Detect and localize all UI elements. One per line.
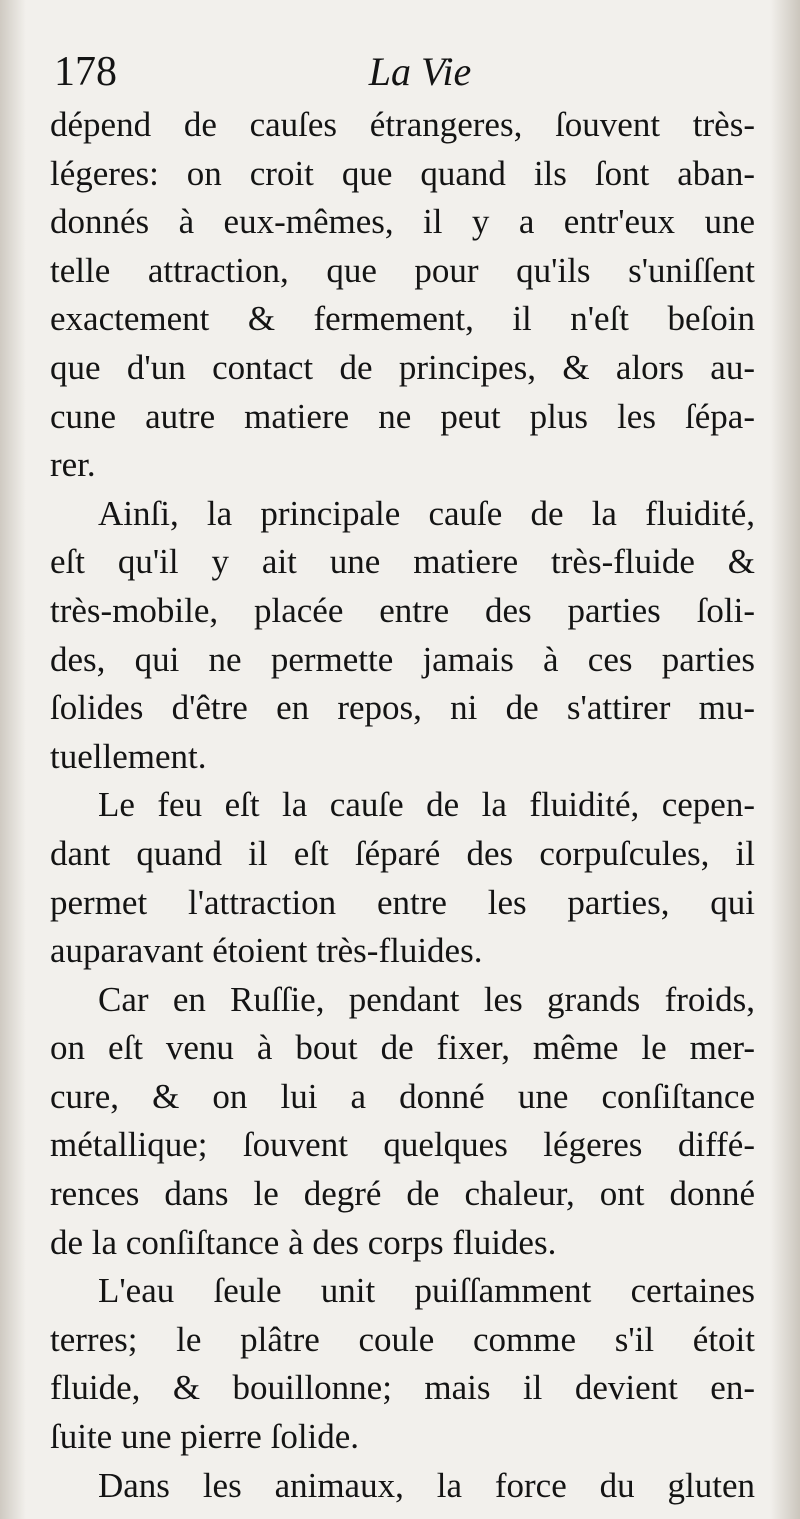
text-line: dépend de cauſes étrangeres, ſouvent très-: [50, 105, 755, 144]
body-text: [50, 101, 755, 1510]
text-line: que d'un contact de principes, & alors au-: [50, 347, 755, 387]
text-line: ſuite une pierre ſolide.: [50, 1417, 360, 1457]
text-line: terres; le plâtre coule comme s'il étoit: [50, 1319, 755, 1359]
text-line: métallique; ſouvent quelques légeres diffé-: [50, 1125, 755, 1165]
text-line: exactement & fermement, il n'eſt beſoin: [50, 299, 755, 339]
running-head: [50, 44, 750, 100]
text-line: cune autre matiere ne peut plus les ſépa-: [50, 396, 755, 436]
text-line: auparavant étoient très-fluides.: [50, 931, 483, 971]
text-line: ſolides d'être en repos, ni de s'attirer mu-: [50, 688, 755, 728]
text-line: permet l'attraction entre les parties, qui: [50, 882, 755, 922]
text-line: Car en Ruſſie, pendant les grands froids,: [98, 979, 755, 1019]
text-line: Ainſi, la principale cauſe de la fluidité,: [98, 493, 755, 533]
text-line: L'eau ſeule unit puiſſamment certaines: [98, 1271, 755, 1311]
text-line: très-mobile, placée entre des parties ſoli-: [50, 590, 755, 630]
text-line: on eſt venu à bout de fixer, même le mer-: [50, 1028, 755, 1068]
text-line: de la conſiſtance à des corps fluides.: [50, 1222, 557, 1262]
text-line: donnés à eux-mêmes, il y a entr'eux une: [50, 202, 755, 242]
page-number: 178: [54, 49, 117, 95]
text-line: eſt qu'il y ait une matiere très-fluide &: [50, 542, 755, 582]
text-line: cure, & on lui a donné une conſiſtance: [50, 1076, 755, 1116]
text-line: des, qui ne permette jamais à ces parties: [50, 639, 755, 679]
text-line: rer.: [50, 445, 96, 485]
text-line: Dans les animaux, la force du gluten: [98, 1465, 755, 1505]
text-line: fluide, & bouillonne; mais il devient en-: [50, 1368, 755, 1408]
text-line: telle attraction, que pour qu'ils s'uniſſent: [50, 250, 755, 290]
text-line: légeres: on croit que quand ils ſont aban-: [50, 153, 755, 193]
text-line: rences dans le degré de chaleur, ont donné: [50, 1174, 755, 1214]
text-line: Le feu eſt la cauſe de la fluidité, cepen-: [98, 785, 755, 825]
running-title: La Vie: [368, 49, 472, 94]
text-line: dant quand il eſt ſéparé des corpuſcules, il: [50, 833, 755, 873]
text-line: tuellement.: [50, 736, 207, 776]
